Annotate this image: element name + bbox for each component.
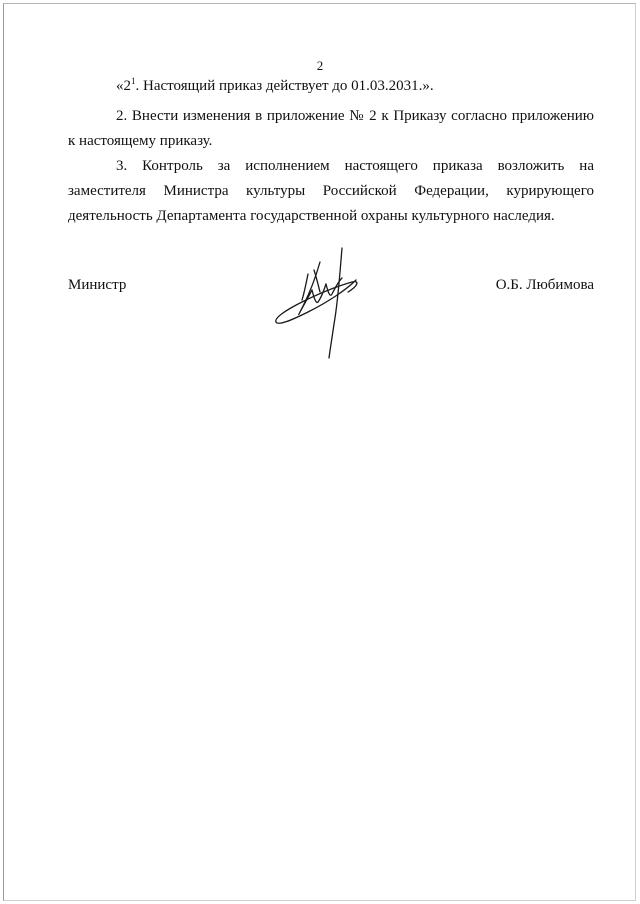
paragraph-1-prefix: «2 — [116, 78, 131, 94]
paragraph-1 — [116, 74, 594, 99]
handwritten-signature — [268, 242, 368, 360]
signatory-title: Министр — [68, 277, 127, 293]
paragraph-1-text: . Настоящий приказ действует до 01.03.2031.». — [135, 78, 434, 94]
page-number: 2 — [316, 58, 324, 73]
signatory-name: О.Б. Любимова — [495, 277, 594, 293]
paragraph-3: 3. Контроль за исполнением настоящего приказа возложить на заместителя Министра культуры Российской Федерации, курирующего деятельность Департамента государственной охраны культурного наследия. — [68, 158, 594, 224]
paragraph-2: 2. Внести изменения в приложение № 2 к Приказу согласно приложению к настоящему приказу. — [68, 108, 594, 149]
paragraph-1-superscript: 1 — [131, 76, 136, 86]
